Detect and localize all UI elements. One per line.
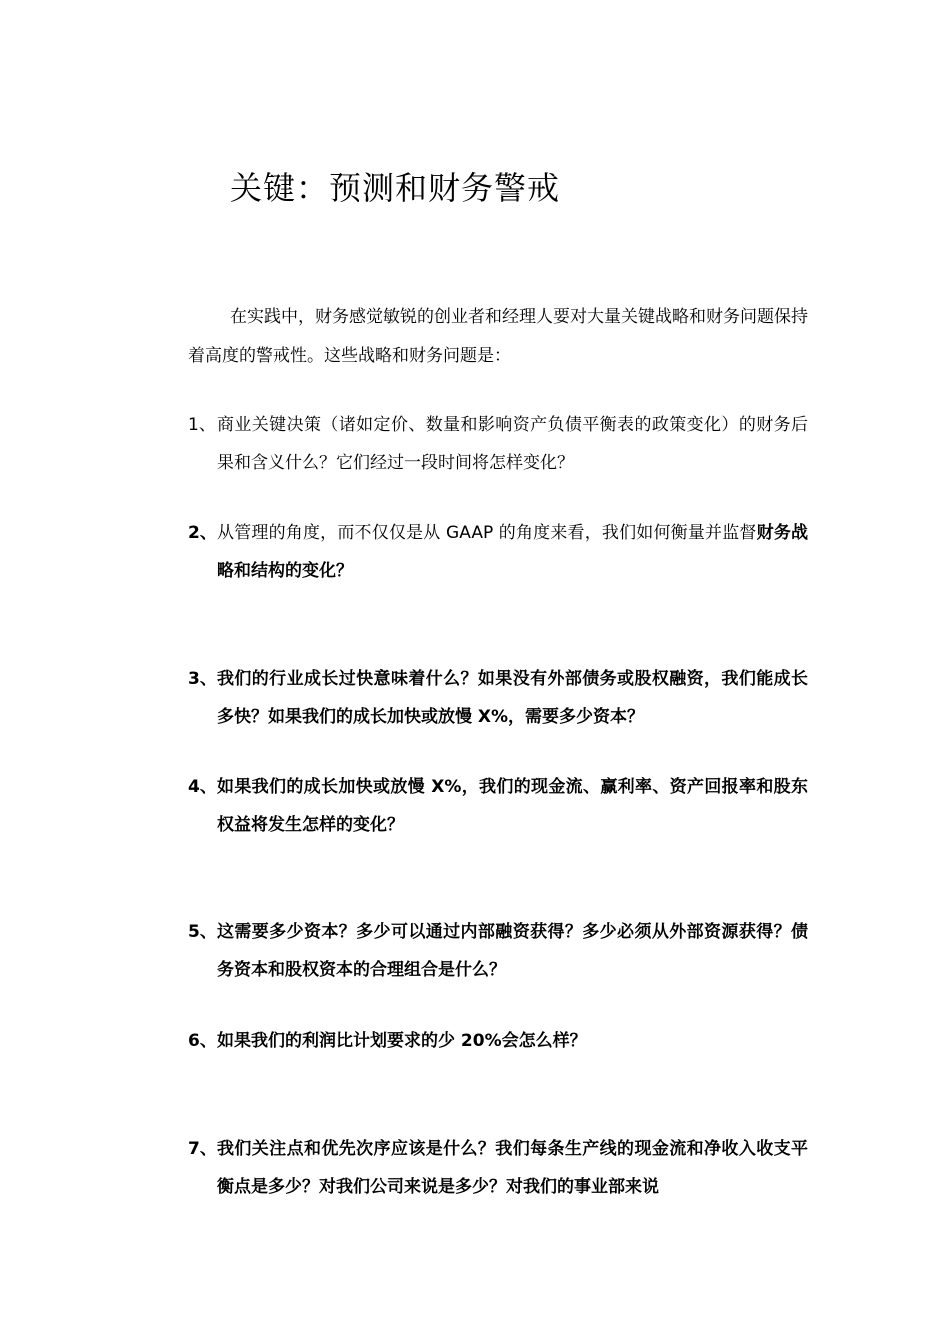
list-item-1 xyxy=(188,406,808,482)
list-item-text-bold: 财务战略和结构的变化？ xyxy=(217,523,809,581)
list-item-number: 2、 xyxy=(188,523,217,543)
list-item-text: 我们的行业成长过快意味着什么？如果没有外部债务或股权融资，我们能成长多快？如果我们的成长加快或放慢 X%，需要多少资本？ xyxy=(217,669,808,727)
list-item-number: 1、 xyxy=(188,415,216,435)
list-item-6 xyxy=(188,1022,808,1060)
list-item-text: 我们关注点和优先次序应该是什么？我们每条生产线的现金流和净收入收支平衡点是多少？对我们公司来说是多少？对我们的事业部来说 xyxy=(217,1139,808,1197)
list-item-number: 7、 xyxy=(188,1139,217,1159)
list-item-number: 3、 xyxy=(188,669,217,689)
document-title: 关键：预测和财务警戒 xyxy=(230,169,561,207)
intro-paragraph: 在实践中，财务感觉敏锐的创业者和经理人要对大量关键战略和财务问题保持着高度的警戒性。这些战略和财务问题是： xyxy=(188,307,808,366)
list-item-text: 商业关键决策（诸如定价、数量和影响资产负债平衡表的政策变化）的财务后果和含义什么？它们经过一段时间将怎样变化？ xyxy=(217,415,808,473)
list-item-text: 从管理的角度，而不仅仅是从 GAAP 的角度来看，我们如何衡量并监督 xyxy=(217,523,757,543)
list-item-text: 这需要多少资本？多少可以通过内部融资获得？多少必须从外部资源获得？债务资本和股权资本的合理组合是什么？ xyxy=(217,922,808,980)
list-item-text: 如果我们的利润比计划要求的少 20%会怎么样？ xyxy=(217,1031,587,1051)
list-item-number: 4、 xyxy=(188,777,217,797)
list-item-5 xyxy=(188,913,808,989)
list-item-7 xyxy=(188,1130,808,1206)
list-item-number: 5、 xyxy=(188,922,217,942)
list-item-3 xyxy=(188,660,808,736)
list-item-4 xyxy=(188,768,808,844)
list-item-number: 6、 xyxy=(188,1031,217,1051)
list-item-2 xyxy=(188,514,808,590)
list-item-text: 如果我们的成长加快或放慢 X%，我们的现金流、赢利率、资产回报率和股东权益将发生怎样的变化？ xyxy=(217,777,808,835)
